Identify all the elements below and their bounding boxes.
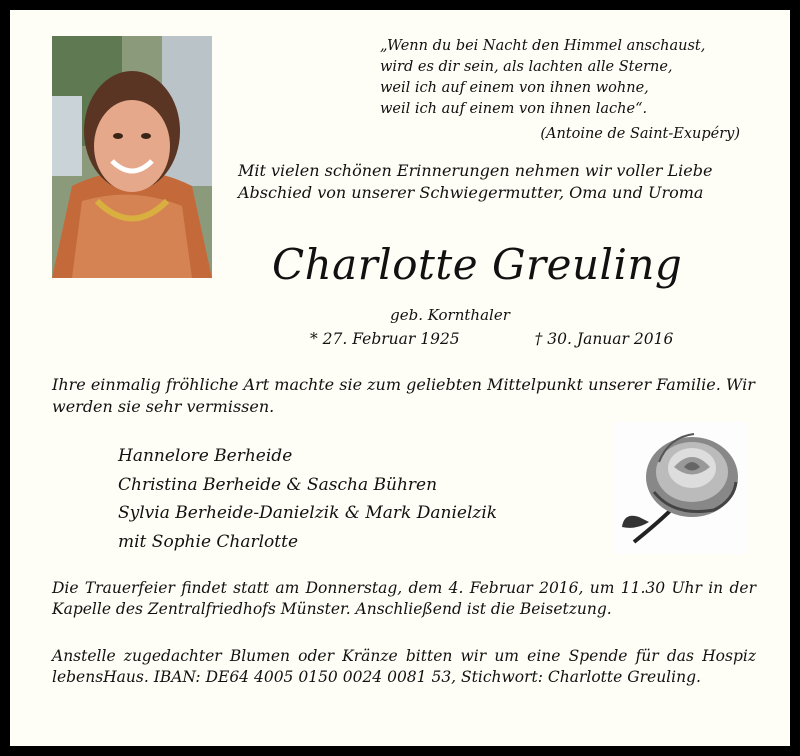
birth-name: geb. Kornthaler	[390, 306, 510, 324]
rose-icon	[614, 422, 748, 554]
funeral-info: Die Trauerfeier findet statt am Donnerstag, dem 4. Februar 2016, um 11.30 Uhr in der Kapelle des Zentralfriedhofs Münster. Anschließend ist die Beisetzung.	[52, 579, 756, 618]
obituary-card	[10, 10, 790, 746]
quote-line: weil ich auf einem von ihnen lache“.	[380, 101, 648, 117]
mourner-name: mit Sophie Charlotte	[118, 531, 299, 552]
quote-line: weil ich auf einem von ihnen wohne,	[380, 80, 649, 96]
mourner-name: Christina Berheide & Sascha Bühren	[118, 474, 438, 495]
deceased-name: Charlotte Greuling	[272, 240, 683, 289]
birth-date: * 27. Februar 1925	[310, 330, 460, 348]
quote-author: (Antoine de Saint-Exupéry)	[540, 126, 740, 142]
quote-line: wird es dir sein, als lachten alle Sterne,	[380, 59, 673, 75]
mourner-name: Hannelore Berheide	[118, 446, 293, 466]
death-date: † 30. Januar 2016	[534, 330, 674, 348]
quote-line: „Wenn du bei Nacht den Himmel anschaust,	[380, 38, 706, 54]
quote-block	[380, 36, 760, 145]
life-dates	[310, 330, 673, 348]
mourners-list	[118, 442, 497, 556]
mourner-name: Sylvia Berheide-Danielzik & Mark Danielzik	[118, 503, 498, 523]
tribute-paragraph: Ihre einmalig fröhliche Art machte sie zum geliebten Mittelpunkt unserer Familie. Wir werden sie sehr vermissen.	[52, 375, 755, 416]
intro-text: Mit vielen schönen Erinnerungen nehmen wir voller Liebe Abschied von unserer Schwiegermutter, Oma und Uroma	[238, 161, 713, 202]
donation-info: Anstelle zugedachter Blumen oder Kränze bitten wir um eine Spende für das Hospiz lebensHaus. IBAN: DE64 4005 0150 0024 0081 53, Stichwort: Charlotte Greuling.	[52, 647, 756, 686]
portrait-photo	[52, 36, 212, 278]
